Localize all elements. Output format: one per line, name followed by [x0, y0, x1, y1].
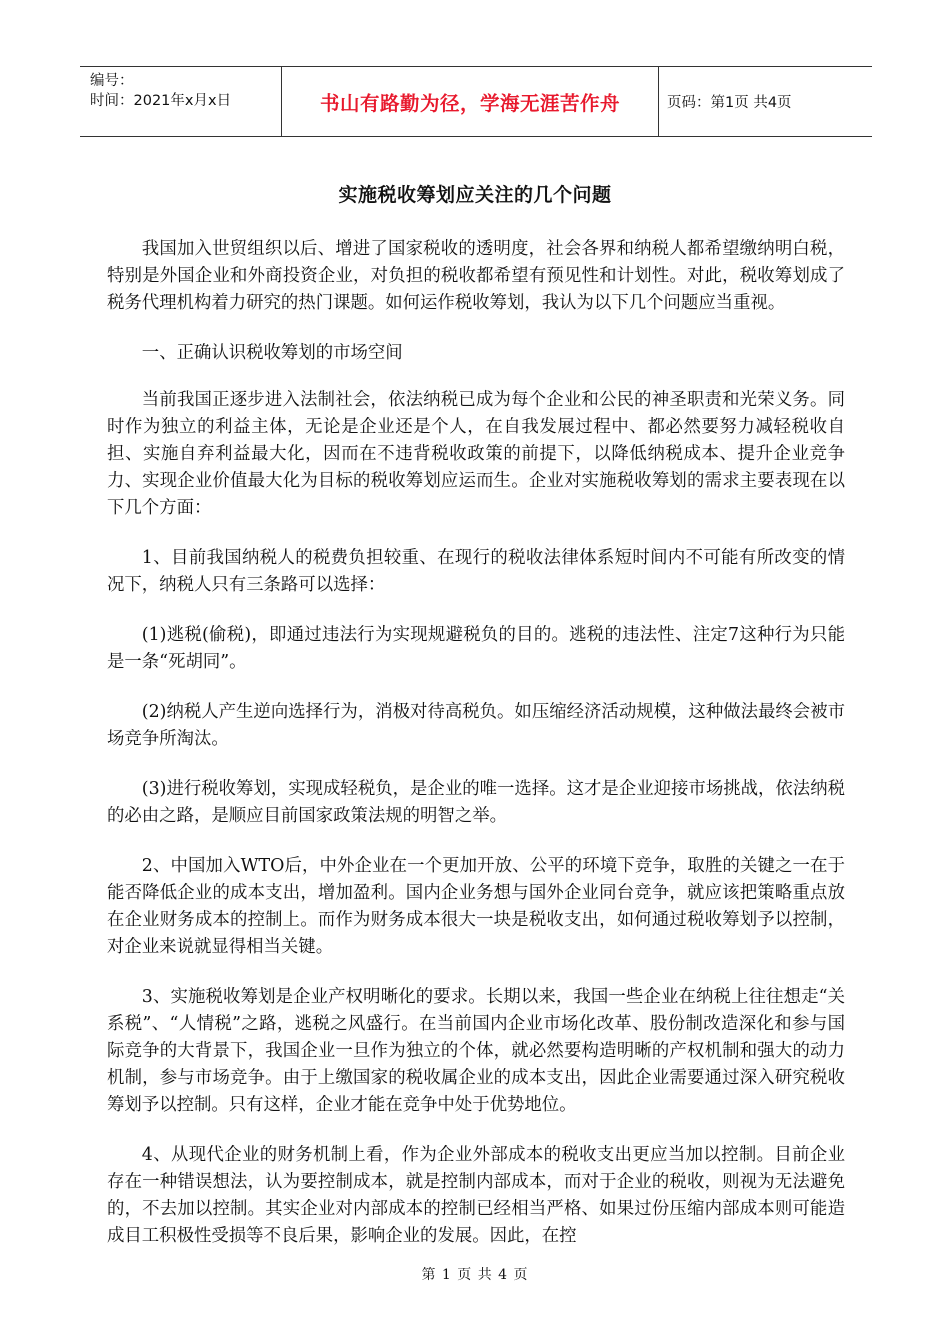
paragraph: 当前我国正逐步进入法制社会，依法纳税已成为每个企业和公民的神圣职责和光荣义务。同时作为独立的利益主体，无论是企业还是个人，在自我发展过程中、都必然要努力减轻税收自担、实施自弃利益最大化，因而在不违背税收政策的前提下，以降低纳税成本、提升企业竞争力、实现企业价值最大化为目标的税收筹划应运而生。企业对实施税收筹划的需求主要表现在以下几个方面：: [107, 390, 845, 518]
paragraph-intro: 我国加入世贸组织以后、增进了国家税收的透明度，社会各界和纳税人都希望缴纳明白税，特别是外国企业和外商投资企业，对负担的税收都希望有预见性和计划性。对此，税收筹划成了税务代理机构着力研究的热门课题。如何运作税收筹划，我认为以下几个问题应当重视。: [107, 239, 845, 313]
paragraph-option-1: (1)逃税(偷税)，即通过违法行为实现规避税负的目的。逃税的违法性、注定7这种行为只能是一条“死胡同”。: [107, 625, 845, 672]
paragraph-option-2: (2)纳税人产生逆向选择行为，消极对待高税负。如压缩经济活动规模，这种做法最终会被市场竞争所淘汰。: [107, 702, 845, 749]
header-motto: 书山有路勤为径，学海无涯苦作舟: [281, 67, 659, 136]
document-date-label: 时间：2021年x月x日: [90, 93, 232, 109]
section-heading-1: 一、正确认识税收筹划的市场空间: [141, 343, 403, 363]
document-number-label: 编号：: [90, 73, 134, 89]
page-footer: 第 1 页 共 4 页: [421, 1267, 529, 1283]
document-title: 实施税收筹划应关注的几个问题: [338, 184, 612, 206]
header-left-cell: [80, 67, 281, 136]
paragraph-point-4: 4、从现代企业的财务机制上看，作为企业外部成本的税收支出更应当加以控制。目前企业存在一种错误想法，认为要控制成本，就是控制内部成本，而对于企业的税收，则视为无法避免的，不去加以控制。其实企业对内部成本的控制已经相当严格、如果过份压缩内部成本则可能造成目工积极性受损等不良后果，影响企业的发展。因此，在控: [107, 1145, 845, 1246]
document-header: [80, 66, 872, 137]
paragraph-option-3: (3)进行税收筹划，实现成轻税负，是企业的唯一选择。这才是企业迎接市场挑战，依法纳税的必由之路，是顺应目前国家政策法规的明智之举。: [107, 779, 845, 826]
document-body: [107, 236, 845, 1273]
paragraph-point-2: 2、中国加入WTO后，中外企业在一个更加开放、公平的环境下竞争，取胜的关键之一在于能否降低企业的成本支出，增加盈利。国内企业务想与国外企业同台竞争，就应该把策略重点放在企业财务成本的控制上。而作为财务成本很大一块是税收支出，如何通过税收筹划予以控制，对企业来说就显得相当关键。: [107, 856, 845, 957]
header-page-number: 页码：第1页 共4页: [667, 95, 792, 111]
paragraph-point-1: 1、目前我国纳税人的税费负担较重、在现行的税收法律体系短时间内不可能有所改变的情况下，纳税人只有三条路可以选择：: [107, 548, 845, 595]
paragraph-point-3: 3、实施税收筹划是企业产权明晰化的要求。长期以来，我国一些企业在纳税上往往想走“关系税”、“人情税”之路，逃税之风盛行。在当前国内企业市场化改革、股份制改造深化和参与国际竞争的大背景下，我国企业一旦作为独立的个体，就必然要构造明晰的产权机制和强大的动力机制，参与市场竞争。由于上缴国家的税收属企业的成本支出，因此企业需要通过深入研究税收筹划予以控制。只有这样，企业才能在竞争中处于优势地位。: [107, 987, 845, 1115]
